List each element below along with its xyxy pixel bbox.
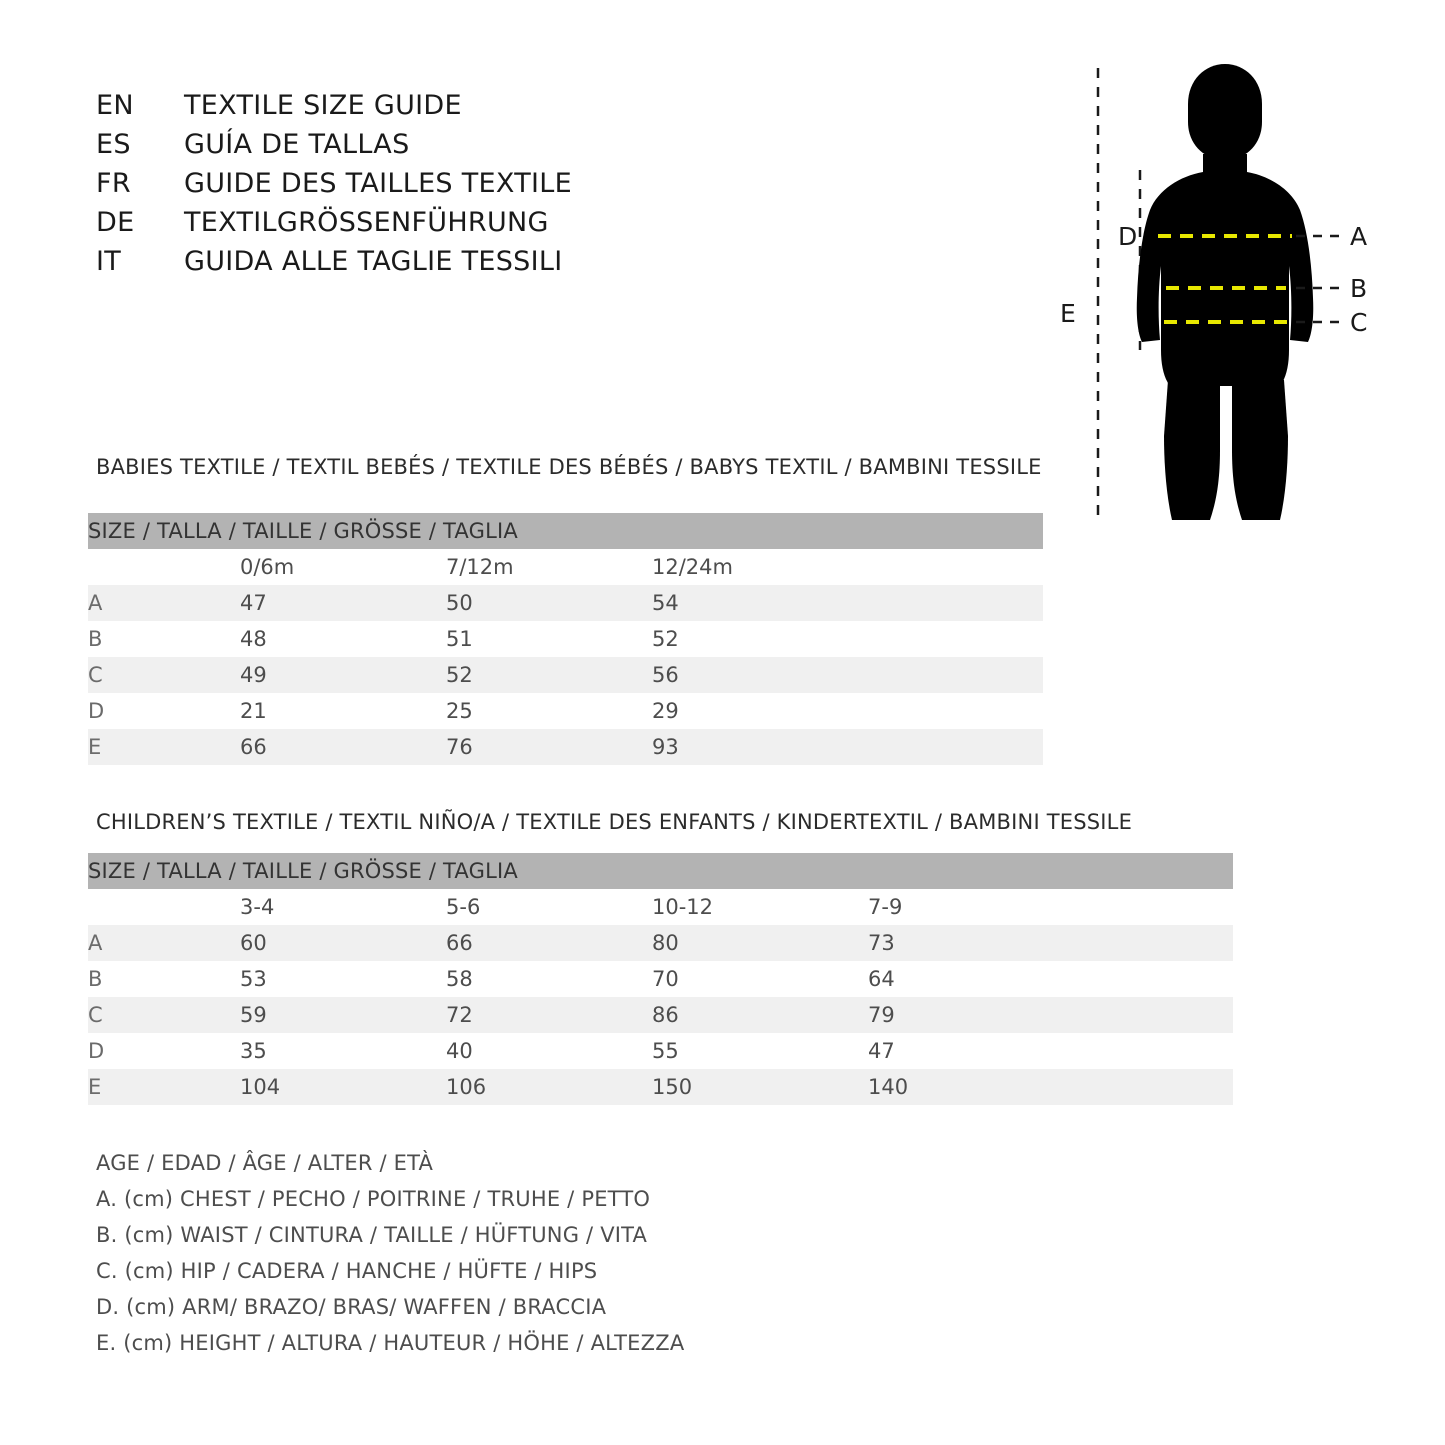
children-a-3: 73 (800, 925, 1016, 961)
title-block (96, 90, 572, 285)
figure-label-e: E (1060, 299, 1076, 328)
title-row-it (96, 246, 572, 284)
legend-line-d: D. (cm) ARM/ BRAZO/ BRAS/ WAFFEN / BRACCIA (96, 1295, 607, 1319)
title-row-de (96, 207, 572, 245)
children-row-label-c: C (88, 997, 144, 1033)
children-column-filler (1016, 889, 1233, 925)
babies-b-2: 52 (594, 621, 800, 657)
children-c-3: 79 (800, 997, 1016, 1033)
table-row (88, 729, 1043, 765)
children-row-label-b: B (88, 961, 144, 997)
children-e-2: 150 (594, 1069, 800, 1105)
table-row (88, 925, 1233, 961)
children-c-1: 72 (388, 997, 594, 1033)
body-measurement-diagram (1040, 50, 1420, 540)
children-d-0: 35 (144, 1033, 388, 1069)
children-size-header-row (88, 853, 1233, 889)
babies-e-0: 66 (144, 729, 388, 765)
babies-row-label-d: D (88, 693, 144, 729)
children-column-corner (88, 889, 144, 925)
body-silhouette (1137, 64, 1314, 520)
babies-c-0: 49 (144, 657, 388, 693)
children-size-table (88, 853, 1233, 1105)
table-row (88, 657, 1043, 693)
children-d-3: 47 (800, 1033, 1016, 1069)
title-row-en (96, 90, 572, 128)
babies-column-1: 7/12m (388, 549, 594, 585)
children-e-3: 140 (800, 1069, 1016, 1105)
children-a-filler (1016, 925, 1233, 961)
children-a-2: 80 (594, 925, 800, 961)
children-b-1: 58 (388, 961, 594, 997)
lang-code-it: IT (96, 246, 122, 277)
babies-e-1: 76 (388, 729, 594, 765)
children-e-filler (1016, 1069, 1233, 1105)
babies-row-label-b: B (88, 621, 144, 657)
children-size-header: SIZE / TALLA / TAILLE / GRÖSSE / TAGLIA (88, 853, 1233, 889)
babies-d-0: 21 (144, 693, 388, 729)
babies-a-2: 54 (594, 585, 800, 621)
babies-e-filler (800, 729, 1043, 765)
babies-size-header: SIZE / TALLA / TAILLE / GRÖSSE / TAGLIA (88, 513, 1043, 549)
babies-c-2: 56 (594, 657, 800, 693)
babies-size-header-row (88, 513, 1043, 549)
title-text-fr: GUIDE DES TAILLES TEXTILE (184, 168, 572, 199)
babies-e-2: 93 (594, 729, 800, 765)
title-text-de: TEXTILGRÖSSENFÜHRUNG (184, 207, 549, 238)
legend-line-a: A. (cm) CHEST / PECHO / POITRINE / TRUHE / PETTO (96, 1187, 651, 1211)
title-text-es: GUÍA DE TALLAS (184, 129, 410, 160)
children-d-2: 55 (594, 1033, 800, 1069)
children-b-filler (1016, 961, 1233, 997)
babies-column-row (88, 549, 1043, 585)
lang-code-es: ES (96, 129, 131, 160)
legend-line-c: C. (cm) HIP / CADERA / HANCHE / HÜFTE / HIPS (96, 1259, 598, 1283)
title-row-fr (96, 168, 572, 206)
lang-code-de: DE (96, 207, 135, 238)
figure-label-c: C (1350, 308, 1368, 337)
children-e-0: 104 (144, 1069, 388, 1105)
children-column-3: 7-9 (800, 889, 1016, 925)
babies-b-0: 48 (144, 621, 388, 657)
table-row (88, 693, 1043, 729)
babies-b-1: 51 (388, 621, 594, 657)
children-column-0: 3-4 (144, 889, 388, 925)
children-column-1: 5-6 (388, 889, 594, 925)
figure-label-b: B (1350, 274, 1368, 303)
title-row-es (96, 129, 572, 167)
measurement-legend (96, 1145, 684, 1361)
children-row-label-d: D (88, 1033, 144, 1069)
children-e-1: 106 (388, 1069, 594, 1105)
children-column-2: 10-12 (594, 889, 800, 925)
children-a-1: 66 (388, 925, 594, 961)
lang-code-en: EN (96, 90, 134, 121)
table-row (88, 621, 1043, 657)
legend-line-e: E. (cm) HEIGHT / ALTURA / HAUTEUR / HÖHE / ALTEZZA (96, 1331, 685, 1355)
babies-column-corner (88, 549, 144, 585)
babies-column-0: 0/6m (144, 549, 388, 585)
table-row (88, 1069, 1233, 1105)
lang-code-fr: FR (96, 168, 131, 199)
children-section-heading: CHILDREN’S TEXTILE / TEXTIL NIÑO/A / TEXTILE DES ENFANTS / KINDERTEXTIL / BAMBINI TESSILE (96, 810, 1133, 834)
title-text-it: GUIDA ALLE TAGLIE TESSILI (184, 246, 563, 277)
children-b-2: 70 (594, 961, 800, 997)
babies-a-filler (800, 585, 1043, 621)
babies-d-1: 25 (388, 693, 594, 729)
children-row-label-a: A (88, 925, 144, 961)
babies-row-label-a: A (88, 585, 144, 621)
babies-a-1: 50 (388, 585, 594, 621)
children-c-2: 86 (594, 997, 800, 1033)
legend-line-b: B. (cm) WAIST / CINTURA / TAILLE / HÜFTUNG / VITA (96, 1223, 648, 1247)
children-c-filler (1016, 997, 1233, 1033)
babies-column-filler (800, 549, 1043, 585)
children-a-0: 60 (144, 925, 388, 961)
table-row (88, 1033, 1233, 1069)
figure-label-a: A (1350, 222, 1368, 251)
table-row (88, 997, 1233, 1033)
legend-line-age: AGE / EDAD / ÂGE / ALTER / ETÀ (96, 1151, 434, 1175)
children-c-0: 59 (144, 997, 388, 1033)
children-b-0: 53 (144, 961, 388, 997)
babies-a-0: 47 (144, 585, 388, 621)
children-d-1: 40 (388, 1033, 594, 1069)
babies-column-2: 12/24m (594, 549, 800, 585)
table-row (88, 961, 1233, 997)
babies-d-filler (800, 693, 1043, 729)
babies-size-table (88, 513, 1043, 765)
babies-c-filler (800, 657, 1043, 693)
children-row-label-e: E (88, 1069, 144, 1105)
babies-d-2: 29 (594, 693, 800, 729)
babies-row-label-c: C (88, 657, 144, 693)
figure-label-d: D (1118, 222, 1138, 251)
babies-row-label-e: E (88, 729, 144, 765)
children-d-filler (1016, 1033, 1233, 1069)
table-row (88, 585, 1043, 621)
children-b-3: 64 (800, 961, 1016, 997)
babies-b-filler (800, 621, 1043, 657)
babies-c-1: 52 (388, 657, 594, 693)
children-column-row (88, 889, 1233, 925)
title-text-en: TEXTILE SIZE GUIDE (184, 90, 462, 121)
babies-section-heading: BABIES TEXTILE / TEXTIL BEBÉS / TEXTILE DES BÉBÉS / BABYS TEXTIL / BAMBINI TESSILE (96, 455, 1042, 479)
